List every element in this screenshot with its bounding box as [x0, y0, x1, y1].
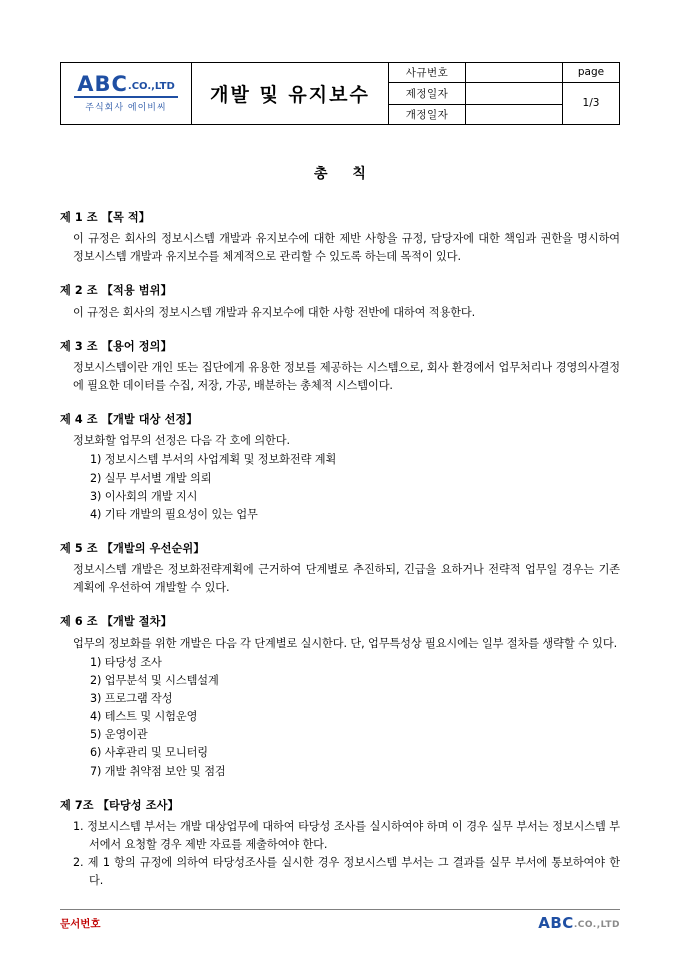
footer-logo-main: ABC [538, 914, 574, 932]
field-value-sagyubeonho[interactable] [466, 63, 563, 83]
header-table [60, 62, 620, 125]
list-item: 2) 실무 부서별 개발 의뢰 [90, 471, 212, 485]
field-value-gaejeongiljja[interactable] [466, 105, 563, 125]
logo-korean-text: 주식회사 에이비씨 [85, 103, 167, 114]
document-title: 개발 및 유지보수 [192, 63, 389, 125]
list-item: 6) 사후관리 및 모니터링 [90, 746, 209, 760]
list-item: 4) 테스트 및 시험운영 [90, 710, 198, 724]
article-paragraph: 정보시스템 개발은 정보화전략계획에 근거하여 단계별로 추진하되, 긴급을 요하거나 전략적 업무일 경우는 기존 계획에 우선하여 개발할 수 있다. [73, 563, 620, 595]
article-paragraph: 이 규정은 회사의 정보시스템 개발과 유지보수에 대한 사항 전반에 대하여 적용한다. [73, 305, 476, 319]
list-item: 2. 제 1 항의 규정에 의하여 타당성조사를 실시한 경우 정보시스템 부서는 그 결과를 실무 부서에 통보하여야 한다. [73, 856, 620, 888]
logo-suffix-text: .CO.,LTD [127, 80, 175, 92]
list-item: 4) 기타 개발의 필요성이 있는 업무 [90, 507, 258, 521]
article-paragraph: 이 규정은 회사의 정보시스템 개발과 유지보수에 대한 제반 사항을 규정, 담당자에 대한 책임과 권한을 명시하여 정보시스템 개발과 유지보수를 체계적으로 관리할 수 있도록 하는데 목적이 있다. [73, 232, 620, 264]
footer-divider [60, 909, 620, 910]
document-header [60, 0, 620, 125]
footer-logo-suffix: .CO.,LTD [573, 920, 620, 930]
logo-divider [74, 96, 178, 98]
field-label-sagyubeonho: 사규번호 [389, 63, 466, 83]
footer-row [60, 914, 620, 932]
field-label-gaejeongiljja: 개정일자 [389, 105, 466, 125]
list-item: 1) 정보시스템 부서의 사업계획 및 정보화전략 계획 [90, 453, 337, 467]
page-label: page [563, 63, 620, 83]
article-6 [60, 613, 620, 780]
footer-document-number: 문서번호 [60, 917, 101, 930]
article-paragraph: 정보시스템이란 개인 또는 집단에게 유용한 정보를 제공하는 시스템으로, 회사 환경에서 업무처리나 경영의사결정에 필요한 데이터를 수집, 저장, 가공, 배분하는 총체적 시스템이다. [73, 360, 620, 392]
article-4 [60, 411, 620, 524]
article-heading: 제 1 조 【목 적】 [60, 211, 151, 224]
article-heading: 제 2 조 【적용 범위】 [60, 284, 172, 298]
article-heading: 제 7조 【타당성 조사】 [60, 798, 179, 812]
logo-text [77, 73, 175, 95]
article-item-list [60, 451, 620, 524]
page-value: 1/3 [563, 82, 620, 124]
field-label-jejeongiljja: 제정일자 [389, 82, 466, 105]
logo-main-text: ABC [77, 71, 128, 96]
article-3 [60, 338, 620, 395]
article-2 [60, 282, 620, 321]
chapter-title: 총 칙 [314, 166, 376, 182]
article-item-list [60, 654, 620, 781]
article-1 [60, 209, 620, 266]
field-value-jejeongiljja[interactable] [466, 82, 563, 105]
document-body [60, 209, 620, 890]
list-item: 1) 타당성 조사 [90, 655, 162, 669]
article-heading: 제 5 조 【개발의 우선순위】 [60, 541, 205, 555]
footer-logo [538, 914, 620, 932]
list-item: 2) 업무분석 및 시스템설계 [90, 673, 219, 687]
article-7 [60, 797, 620, 891]
article-heading: 제 3 조 【용어 정의】 [60, 339, 172, 353]
list-item: 1. 정보시스템 부서는 개발 대상업무에 대하여 타당성 조사를 실시하여야 하며 이 경우 실무 부서는 정보시스템 부서에서 요청할 경우 제반 자료를 제출하여야 한다. [73, 819, 620, 851]
list-item: 7) 개발 취약점 보안 및 점검 [90, 764, 226, 778]
list-item: 5) 운영이관 [90, 728, 148, 742]
article-paragraph: 정보화할 업무의 선정은 다음 각 호에 의한다. [73, 434, 290, 448]
company-logo [61, 63, 192, 125]
article-paragraph: 업무의 정보화를 위한 개발은 다음 각 단계별로 실시한다. 단, 업무특성상 필요시에는 일부 절차를 생략할 수 있다. [73, 636, 618, 650]
list-item: 3) 프로그램 작성 [90, 691, 173, 705]
document-footer [60, 909, 620, 932]
list-item: 3) 이사회의 개발 지시 [90, 489, 198, 503]
article-heading: 제 6 조 【개발 절차】 [60, 615, 172, 629]
article-heading: 제 4 조 【개발 대상 선정】 [60, 413, 198, 427]
article-5 [60, 540, 620, 597]
article-numbered-list [60, 818, 620, 891]
